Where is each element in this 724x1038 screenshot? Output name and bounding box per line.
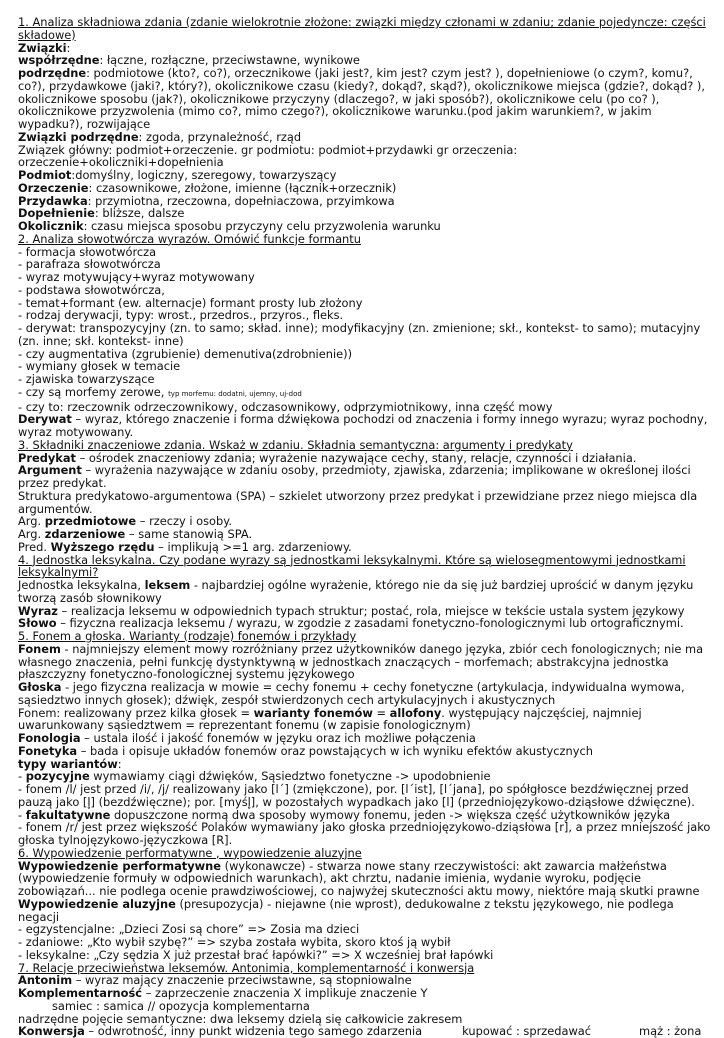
- argument-label: Argument: [18, 463, 82, 478]
- podrzedne-line: [18, 67, 715, 131]
- orzeczenie-label: Orzeczenie: [18, 180, 89, 195]
- wyraz-label: Wyraz: [18, 603, 58, 618]
- arg-zdarzeniowe-label: zdarzeniowe: [44, 527, 126, 541]
- morfem-type-note: typ morfemu: dodatni, ujemny, uj-dod: [168, 389, 302, 398]
- podrzedne-label: podrzędne: [18, 66, 87, 80]
- fonologia-text: – ustala ilość i jakość fonemów w języku oraz ich możliwe połączenia: [80, 731, 476, 745]
- leksem-text: - najbardziej ogólne wyrażenie, którego nie da się już bardziej uprościć w danym języku tworzą zasób słownikowy: [18, 578, 694, 605]
- aluzyjne-line: [18, 898, 715, 924]
- gloska-line: [18, 681, 715, 707]
- list-item: - formacja słowotwórcza: [18, 244, 157, 259]
- fonem-text: - najmniejszy element mowy rozróżniany przez użytkowników danego języka, zbiór cech fonologicznych; nie ma własnego znaczenia, pełni funkcję dystynktywną w jednostkach znaczących – morfemach; abstrakcyjna jednostka płaszczyzny fonetyczno-fonologicznej systemu językowego: [18, 641, 704, 682]
- komplementarnosc-line-2: nadrzędne pojęcie semantyczne: dwa leksemy dzielą się całkowicie zakresem: [18, 1011, 463, 1026]
- example-line: - zdaniowe: „Kto wybił szybę?” => szyba została wybita, skoro ktoś ją wybił: [18, 935, 451, 949]
- przydawka-text: : przymiotna, rzeczowna, dopełniaczowa, przyimkowa: [87, 193, 395, 208]
- list-item: - czy augmentativa (zgrubienie) demenutiva(zdrobnienie)): [18, 346, 353, 361]
- list-item: - wymiany głosek w temacie: [18, 359, 181, 374]
- konwersja-label: Konwersja: [18, 1024, 85, 1038]
- arg-prefix: Arg.: [18, 527, 45, 541]
- antonim-label: Antonim: [18, 973, 73, 988]
- list-item: - derywat: transpozycyjny (zn. to samo; skład. inne); modyfikacyjny (zn. zmienione; skł., kontekst- to samo); mutacyjny (zn. inne; skł. kontekst- inne): [18, 321, 701, 348]
- gloska-label: Głoska: [18, 680, 62, 694]
- jednostka-leksykalna-line: [18, 579, 715, 605]
- list-item: - wyraz motywujący+wyraz motywowany: [18, 270, 255, 284]
- list-item: - podstawa słowotwórcza,: [18, 282, 165, 297]
- fonem-warianty-line: [18, 707, 715, 733]
- konwersja-line: [18, 1025, 715, 1038]
- section-6-heading: 6. Wypowiedzenie performatywne , wypowiedzenie aluzyjne: [18, 845, 362, 860]
- list-item: - czy to: rzeczownik odrzeczownikowy, odczasownikowy, odprzymiotnikowy, inna część mowy: [18, 399, 553, 414]
- list-item: - parafraza słowotwórcza: [18, 257, 161, 272]
- spa-line: Struktura predykatowo-argumentowa (SPA) – szkielet utworzony przez predykat i przewidziane przez niego miejsca dla argumentów.: [18, 488, 698, 516]
- allofony-label: allofony: [389, 705, 442, 720]
- aluzyjne-label: Wypowiedzenie aluzyjne: [18, 896, 176, 911]
- pred-wyzszego-rzedu-line: [18, 541, 715, 554]
- zwiazki-podrzedne-label: Związki podrzędne: [18, 129, 139, 144]
- okolicznik-label: Okolicznik: [18, 219, 84, 233]
- komplementarnosc-line: [18, 987, 715, 1013]
- dash: -: [18, 769, 26, 784]
- list-item: - rodzaj derywacji, typy: wrost., przedros., przyros., fleks.: [18, 308, 344, 323]
- dopelnienie-label: Dopełnienie: [18, 206, 95, 221]
- typy-wariantow-label: typy wariantów: [18, 756, 118, 771]
- arg-przedmiotowe-text: – rzeczy i osoby.: [136, 514, 232, 529]
- list-item: [18, 386, 715, 401]
- wspolrzedne-label: współrzędne: [18, 53, 100, 68]
- zwiazki-label: Związki: [18, 40, 67, 55]
- fakultatywne-text: dopuszczone normą dwa sposoby wymowy fonemu, jeden -> większa część użytkowników języka: [110, 807, 671, 822]
- pred-prefix: Pred.: [18, 539, 51, 554]
- pred-wyzszego-rzedu-label: Wyższego rzędu: [50, 539, 155, 554]
- predykat-label: Predykat: [18, 450, 76, 465]
- orzeczenie-text: : czasownikowe, złożone, imienne (łącznik+orzecznik): [88, 180, 397, 195]
- fonem-warianty-text: . występujący najczęściej, najmniej uwarunkowany sąsiedztwem = reprezentant fonemu (w zapisie fonologicznym): [18, 705, 642, 733]
- podmiot-label: Podmiot: [18, 168, 72, 182]
- warianty-label: warianty fonemów: [253, 705, 373, 720]
- podrzedne-text: : podmiotowe (kto?, co?), orzecznikowe (jaki jest?, kim jest? czym jest? ), dopełnieniowe (o czym?, komu?, co?), przydawkowe (jaki?, który?), okolicznikowe czasu (kiedy?, dokąd?, skąd?), okolicznikowe miejsca (gdzie?, dokąd? ), okolicznikowe sposobu (jak?), okolicznikowe przyczyny (dlaczego?, w jaki sposób?), okolicznikowe celu (po co? ), okolicznikowe przyzwolenia (mimo co?, mimo czego?), okolicznikowe warunku.(pod jakim warunkiem?, w jakim wypadku?), rozwijające: [18, 66, 705, 131]
- derywat-line: [18, 413, 715, 439]
- example-line: - egzystencjalne: „Dzieci Zosi są chore” => Zosia ma dzieci: [18, 922, 360, 937]
- arg-przedmiotowe-label: przedmiotowe: [44, 514, 137, 529]
- komplementarnosc-text: – zaprzeczenie znaczenia X implikuje znaczenie Y: [142, 986, 428, 1000]
- pred-wyzszego-rzedu-text: – implikują >=1 arg. zdarzeniowy.: [154, 539, 352, 554]
- okolicznik-line: [18, 220, 715, 233]
- performatywne-line: [18, 860, 715, 898]
- morfemy-zerowe-text: - czy są morfemy zerowe,: [18, 384, 165, 399]
- fonem-warianty-prefix: Fonem: realizowany przez kilka głosek =: [18, 705, 254, 720]
- example-line: - leksykalne: „Czy sędzia X już przestał brać łapówki?” => X wcześniej brał łapówki: [18, 947, 494, 962]
- antonim-text: – wyraz mający znaczenie przeciwstawne, są stopniowalne: [72, 973, 412, 988]
- wyraz-text: – realizacja leksemu w odpowiednich typach struktur; postać, rola, miejsce w tekście ustala system językowy: [57, 603, 685, 618]
- slowo-text: – fizyczna realizacja leksemu / wyrazu, w zgodzie z zasadami fonetyczno-fonologicznymi lub ortograficznymi.: [56, 616, 684, 631]
- fonem-label: Fonem: [18, 641, 61, 656]
- slowo-label: Słowo: [18, 616, 57, 631]
- dash: -: [18, 807, 26, 822]
- section-3-heading: 3. Składniki znaczeniowe zdania. Wskaż w zdaniu. Składnia semantyczna: argumenty i predykaty: [18, 437, 573, 452]
- pozycyjne-label: pozycyjne: [25, 769, 90, 784]
- konwersja-example-1: kupować : sprzedawać: [462, 1024, 592, 1038]
- przydawka-label: Przydawka: [18, 193, 88, 208]
- zwiazki-podrzedne-text: : zgoda, przynależność, rząd: [138, 129, 302, 144]
- wspolrzedne-text: : łączne, rozłączne, przeciwstawne, wynikowe: [99, 53, 360, 68]
- jednostka-prefix: Jednostka leksykalna,: [18, 578, 145, 592]
- zwiazek-glowny-line: Związek główny: podmiot+orzeczenie. gr podmiotu: podmiot+przydawki gr orzeczenia: orzeczenie+okoliczniki+dopełnienia: [18, 142, 518, 170]
- predykat-text: – ośrodek znaczeniowy zdania; wyrażenie nazywające cechy, stany, relacje, czynności i działania.: [75, 450, 637, 465]
- colon: :: [117, 756, 122, 771]
- fonetyka-label: Fonetyka: [18, 743, 78, 758]
- komplementarnosc-label: Komplementarność: [18, 986, 143, 1000]
- leksem-label: leksem: [144, 578, 191, 592]
- argument-text: – wyrażenia nazywające w zdaniu osoby, przedmioty, zjawiska, zdarzenia; implikowane w określonej ilości przez predykat.: [18, 463, 691, 490]
- fakultatywne-label: fakultatywne: [25, 807, 111, 822]
- arg-prefix: Arg.: [18, 514, 45, 529]
- podmiot-text: :domyślny, logiczny, szeregowy, towarzyszący: [71, 168, 337, 182]
- performatywne-text: (wykonawcze) - stwarza nowe stany rzeczywistości: akt zawarcia małżeństwa (wypowiedzenie formuły w odpowiednich warunkach), akt chrztu, nadanie imienia, wydanie wyroku, podjęcie zobowiązań... nie podlega ocenie prawdziwościowej, co najwyżej skuteczności aktu mowy, niektóre mają skutki prawne: [18, 858, 700, 898]
- zwiazki-line: Związki:: [18, 40, 71, 55]
- equals-sign: =: [372, 705, 390, 720]
- section-7-heading: 7. Relacje przeciwieństwa leksemów. Antonimia, komplementarność i konwersja: [18, 960, 475, 975]
- performatywne-label: Wypowiedzenie performatywne: [18, 858, 222, 873]
- derywat-text: – wyraz, którego znaczenie i forma dźwiękowa pochodzi od znaczenia i formy innego wyrazu; wyraz pochodny, wyraz motywowany.: [18, 412, 708, 439]
- list-item: - zjawiska towarzyszące: [18, 372, 155, 386]
- fonem-r-line: - fonem /r/ jest przez większość Polaków wymawiany jako głoska przedniojęzykowo-dziąsłowa [r], a przez mniejszość jako głoska tylnojęzykowo-języczkowa [R].: [18, 820, 711, 847]
- fonetyka-text: – bada i opisuje układów fonemów oraz powstających w ich wyniku efektów akustycznych: [77, 743, 593, 758]
- fonem-line: [18, 643, 715, 681]
- aluzyjne-text: (presupozycja) - niejawne (nie wprost), dedukowalne z tekstu językowego, nie podlega negacji: [18, 896, 674, 924]
- konwersja-text: – odwrotność, inny punkt widzenia tego samego zdarzenia: [84, 1024, 423, 1038]
- fonem-l-line: - fonem /l/ jest przed /i/, /j/ realizowany jako [l´] (zmiękczone), por. [l´ist], [l´jana], po spółgłosce bezdźwięcznej przed pauzą jako [l̥] (bezdźwięczne); por. [myśl̥], w pozostałych wypadkach jako [l] (przedniojęzykowo-dziąsłowe dźwięczne).: [18, 782, 695, 809]
- derywat-label: Derywat: [18, 412, 72, 427]
- fonetyka-line: [18, 745, 715, 758]
- dopelnienie-text: : bliższe, dalsze: [94, 206, 185, 221]
- gloska-text: - jego fizyczna realizacja w mowie = cechy fonemu + cechy fonetyczne (artykulacja, indywidualna wymowa, sąsiedztwo innych głosek); dźwięk, zespół stwierdzonych cech artykulacyjnych i akustycznych: [18, 680, 685, 707]
- list-item: - temat+formant (ew. alternacje) formant prosty lub złożony: [18, 295, 363, 310]
- section-2-heading: 2. Analiza słowotwórcza wyrazów. Omówić funkcje formantu: [18, 231, 361, 246]
- okolicznik-text: : czasu miejsca sposobu przyczyny celu przyzwolenia warunku: [83, 219, 441, 233]
- fonologia-label: Fonologia: [18, 731, 81, 745]
- arg-zdarzeniowe-text: – same stanowią SPA.: [125, 527, 253, 541]
- zwiazki-podrzedne-line: [18, 131, 715, 144]
- konwersja-example-2: mąż : żona: [639, 1024, 702, 1038]
- komplementarnosc-example: samiec : samica // opozycja komplementarna: [52, 998, 310, 1013]
- section-1-heading: 1. Analiza składniowa zdania (zdanie wielokrotnie złożone: związki między członami w zdaniu; zdanie pojedyncze: części składowe): [18, 15, 706, 42]
- section-4-heading: 4. Jednostka leksykalna. Czy podane wyrazy są jednostkami leksykalnymi. Które są wielosegmentowymi jednostkami leksykalnymi?: [18, 552, 686, 580]
- pozycyjne-text: wymawiamy ciągi dźwięków, Sąsiedztwo fonetyczne -> upodobnienie: [89, 769, 491, 784]
- argument-line: [18, 464, 715, 490]
- section-5-heading: 5. Fonem a głoska. Warianty (rodzaje) fonemów i przykłady: [18, 629, 357, 643]
